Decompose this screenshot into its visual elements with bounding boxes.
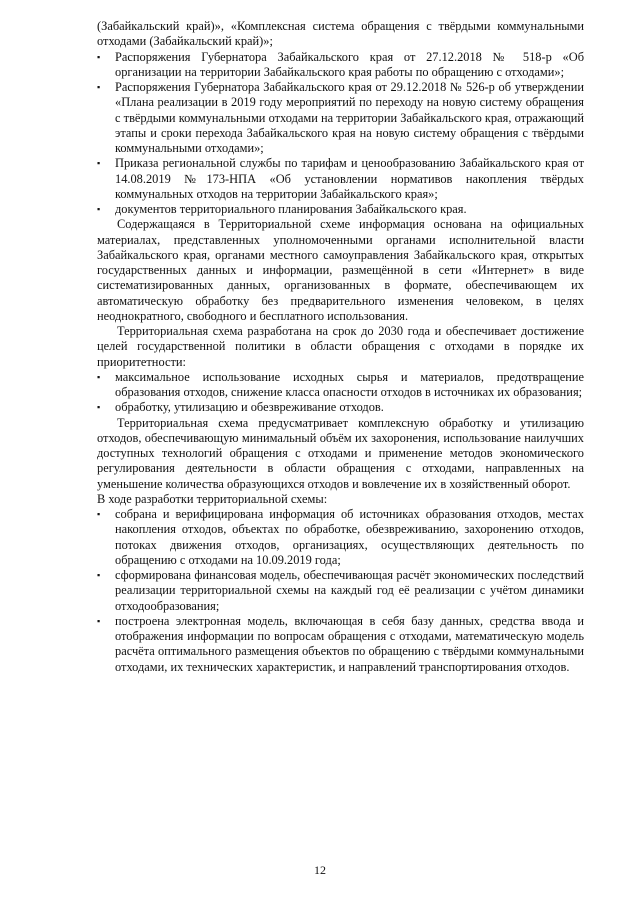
bullet-icon: ▪ [97,615,101,626]
bullet-icon: ▪ [97,158,101,169]
bullet-icon: ▪ [97,402,101,413]
list-item: ▪ построена электронная модель, включающая в себя базу данных, средства ввода и отображения информации по вопросам обращения с отходами, математическую модель расчёта оптимального размещения объектов по обращению с твёрдыми коммунальными отходами, их технических характеристик, и направлений транспортирования отходов. [97,613,584,674]
bullet-icon: ▪ [97,204,101,214]
bullet-icon: ▪ [97,509,101,519]
continuation-text: (Забайкальский край)», «Комплексная система обращения с твёрдыми коммунальными отходами (Забайкальский край)»; [97,19,584,49]
list-item: ▪ Приказа региональной службы по тарифам и ценообразованию Забайкальского края от 14.08.2019 №173-НПА «Об установлении нормативов накопления твёрдых коммунальных отходов на территории Забайкальского края»; [97,156,584,201]
development-list [97,507,584,675]
paragraph-term-and-goals: Территориальная схема разработана на срок до 2030 года и обеспечивает достижение целей государственной политики в области обращения с отходами в порядке их приоритетности: [97,324,584,369]
document-page [97,19,584,675]
paragraph-information-sources: Содержащаяся в Территориальной схеме информация основана на официальных материалах, представленных уполномоченными органами исполнительной власти Забайкальского края, органами местного самоуправления Забайкальского края, открытых государственных данных и информации, размещённой в сети «Интернет» в виде систематизированных данных, организованных в формате, обеспечивающем их автоматическую обработку без предварительного изменения человеком, в целях неоднократного, свободного и бесплатного использования. [97,217,584,323]
list-item: ▪ собрана и верифицирована информация об источниках образования отходов, местах накопления отходов, объектах по обработке, обезвреживанию, захоронению отходов, потоках движения отходов, организациях, осуществляющих деятельность по обращению с отходами на 10.09.2019 года; [97,507,584,567]
list-item: ▪ документов территориального планирования Забайкальского края. [97,202,467,216]
bullet-icon: ▪ [97,82,101,92]
list-item: ▪ максимальное использование исходных сырья и материалов, предотвращение образования отходов, снижение класса опасности отходов в источниках их образования; [97,369,584,399]
documents-list [97,50,584,218]
list-item: ▪ Распоряжения Губернатора Забайкальского края от 27.12.2018 № 518-р «Об организации на территории Забайкальского края работы по обращению с отходами»; [97,49,584,79]
bullet-icon: ▪ [97,371,101,382]
bullet-icon: ▪ [97,51,101,62]
list-item: ▪ Распоряжения Губернатора Забайкальского края от 29.12.2018 № 526-р об утверждении «Плана реализации в 2019 году мероприятий по переходу на новую систему обращения с твёрдыми коммунальными отходами на территории Забайкальского края, отражающий этапы и сроки перехода Забайкальского края на новую систему обращения с твёрдыми коммунальными отходами»; [97,80,584,155]
page-number: 12 [314,863,326,877]
heading-development: В ходе разработки территориальной схемы: [97,491,328,506]
priorities-list [97,370,584,416]
bullet-icon: ▪ [97,570,101,580]
list-item: ▪ сформирована финансовая модель, обеспечивающая расчёт экономических последствий реализации территориальной схемы на каждый год её реализации с учётом динамики отходообразования; [97,568,584,613]
paragraph-complex-processing: Территориальная схема предусматривает комплексную обработку и утилизацию отходов, обеспечивающую минимальный объём их захоронения, использование наилучших доступных технологий обращения с отходами и применение методов экономического регулирования деятельности в области обращения с отходами, направленных на уменьшение количества образующихся отходов и вовлечение их в хозяйственный оборот. [97,415,584,491]
list-item: ▪ обработку, утилизацию и обезвреживание отходов. [97,400,384,415]
